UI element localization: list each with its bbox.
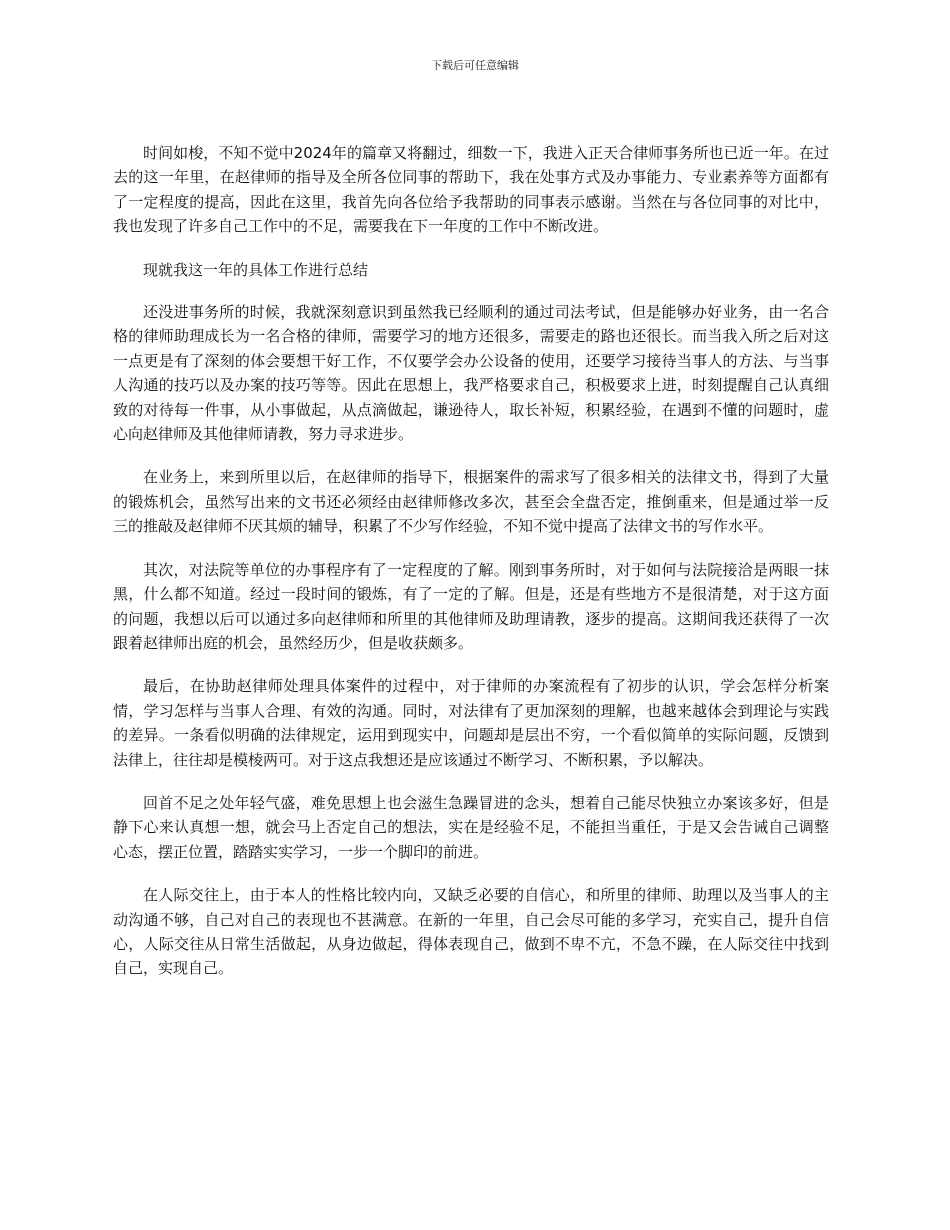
paragraph-case-handling: 最后，在协助赵律师处理具体案件的过程中，对于律师的办案流程有了初步的认识，学会怎样分析案情，学习怎样与当事人合理、有效的沟通。同时，对法律有了更加深刻的理解，也越来越体会到理论与实践的差异。一条看似明确的法律规定，运用到现实中，问题却是层出不穷，一个看似简单的实际问题，反馈到法律上，往往却是模棱两可。对于这点我想还是应该通过不断学习、不断积累，予以解决。: [113, 677, 829, 769]
paragraph-court-procedure: 其次，对法院等单位的办事程序有了一定程度的了解。刚到事务所时，对于如何与法院接洽是两眼一抹黑，什么都不知道。经过一段时间的锻炼，有了一定的了解。但是，还是有些地方不是很清楚，对于这方面的问题，我想以后可以通过多向赵律师和所里的其他律师及助理请教，逐步的提高。这期间我还获得了一次跟着赵律师出庭的机会，虽然经历少，但是收获颇多。: [113, 560, 829, 652]
header-note: 下载后可任意编辑: [431, 59, 519, 72]
document-body: [113, 141, 829, 1000]
paragraph-intro: 时间如梭，不知不觉中2024年的篇章又将翻过，细数一下，我进入正天合律师事务所也已近一年。在过去的这一年里，在赵律师的指导及全所各位同事的帮助下，我在处事方式及办事能力、专业素养等方面都有了一定程度的提高，因此在这里，我首先向各位给予我帮助的同事表示感谢。当然在与各位同事的对比中，我也发现了许多自己工作中的不足，需要我在下一年度的工作中不断改进。: [113, 144, 829, 236]
paragraph-interpersonal: 在人际交往上，由于本人的性格比较内向，又缺乏必要的自信心，和所里的律师、助理以及当事人的主动沟通不够，自己对自己的表现也不甚满意。在新的一年里，自己会尽可能的多学习，充实自己，提升自信心，人际交往从日常生活做起，从身边做起，得体表现自己，做到不卑不亢，不急不躁，在人际交往中找到自己，实现自己。: [113, 886, 829, 978]
paragraph-shortcomings: 回首不足之处年轻气盛，难免思想上也会滋生急躁冒进的念头，想着自己能尽快独立办案该多好，但是静下心来认真想一想，就会马上否定自己的想法，实在是经验不足，不能担当重任，于是又会告诫自己调整心态，摆正位置，踏踏实实学习，一步一个脚印的前进。: [113, 793, 829, 861]
paragraph-summary-heading: 现就我这一年的具体工作进行总结: [143, 260, 369, 279]
paragraph-business: 在业务上，来到所里以后，在赵律师的指导下，根据案件的需求写了很多相关的法律文书，得到了大量的锻炼机会，虽然写出来的文书还必须经由赵律师修改多次，甚至会全盘否定，推倒重来，但是通过举一反三的推敲及赵律师不厌其烦的辅导，积累了不少写作经验，不知不觉中提高了法律文书的写作水平。: [113, 468, 829, 536]
paragraph-mindset: 还没进事务所的时候，我就深刻意识到虽然我已经顺利的通过司法考试，但是能够办好业务，由一名合格的律师助理成长为一名合格的律师，需要学习的地方还很多，需要走的路也还很长。而当我入所之后对这一点更是有了深刻的体会要想干好工作，不仅要学会办公设备的使用，还要学习接待当事人的方法、与当事人沟通的技巧以及办案的技巧等等。因此在思想上，我严格要求自己，积极要求上进，时刻提醒自己认真细致的对待每一件事，从小事做起，从点滴做起，谦逊待人，取长补短，积累经验，在遇到不懂的问题时，虚心向赵律师及其他律师请教，努力寻求进步。: [113, 303, 829, 444]
